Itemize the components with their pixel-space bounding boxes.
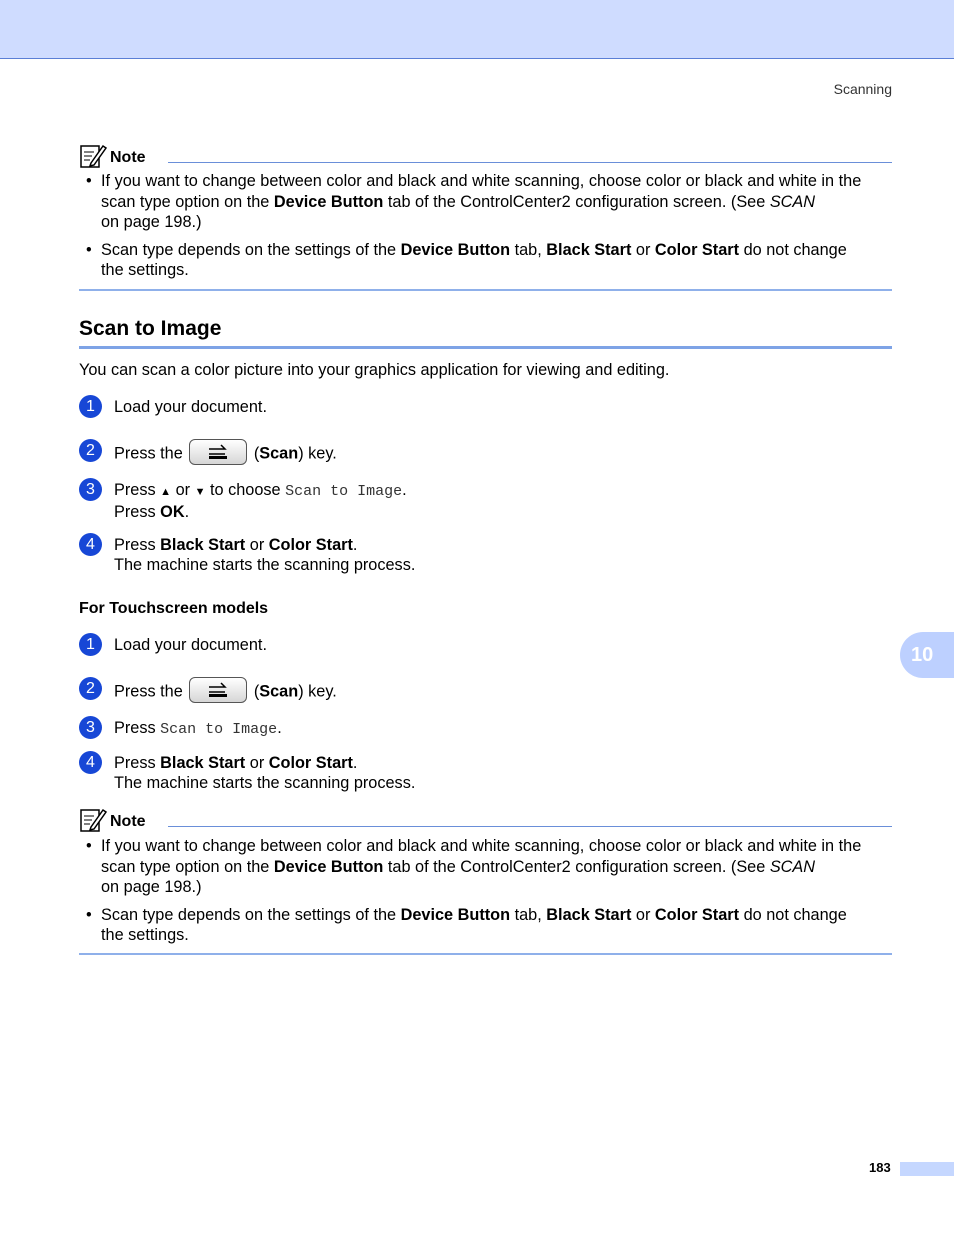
note-text-line: on page 198.) [101,213,202,231]
step-text: Load your document. [114,398,267,416]
note-text-line: scan type option on the Device Button tab of the ControlCenter2 configuration screen. (See SCAN [101,192,816,211]
scan-key-icon [189,439,247,465]
note-body [79,171,892,288]
note-end-rule [79,953,892,955]
step-text: Press the (Scan) key. [114,441,337,467]
step-number: 2 [79,677,102,700]
note-text-line: on page 198.) [101,878,202,896]
note-header [79,143,892,171]
page-number: 183 [869,1160,891,1175]
top-band [0,0,954,59]
note-text-line: If you want to change between color and black and white scanning, choose color or black and white in the [101,837,862,855]
note-end-rule [79,289,892,291]
note-body [79,836,892,953]
step-number: 2 [79,439,102,462]
step-text: Load your document. [114,636,267,654]
note-text-line: If you want to change between color and black and white scanning, choose color or black and white in the [101,172,862,190]
running-header: Scanning [833,81,892,97]
note-text-line: scan type option on the Device Button tab of the ControlCenter2 configuration screen. (See SCAN [101,857,816,876]
note-item: • Scan type depends on the settings of the Device Button tab, Black Start or Color Start do not change the settings. [79,240,892,281]
step-text: Press Black Start or Color Start. The machine starts the scanning process. [114,536,416,574]
page-number-bar [900,1162,954,1176]
step-number: 3 [79,716,102,739]
note-text-line: the settings. [101,926,189,944]
note-divider [168,826,892,827]
step-text: Press Scan to Image. [114,719,282,738]
note-pencil-icon [79,807,107,833]
section-title: Scan to Image [79,317,222,340]
note-divider [168,162,892,163]
down-arrow-icon: ▼ [194,486,206,498]
subheading: For Touchscreen models [79,600,269,617]
step-text: Press ▲ or ▼ to choose Scan to Image. Press OK. [114,481,407,521]
step-text: Press the (Scan) key. [114,679,337,705]
note-item: • If you want to change between color and black and white scanning, choose color or black and white in the scan type option on the Device Button tab of the ControlCenter2 configuration screen. (See SCAN on page 198.) [79,836,892,898]
note-item: • If you want to change between color and black and white scanning, choose color or black and white in the scan type option on the Device Button tab of the ControlCenter2 configuration screen. (See SCAN on page 198.) [79,171,892,233]
step-number: 4 [79,751,102,774]
chapter-tab: 10 [900,632,954,678]
section-rule [79,346,892,349]
intro-paragraph: You can scan a color picture into your graphics application for viewing and editing. [79,361,670,379]
note-text-line: Scan type depends on the settings of the Device Button tab, Black Start or Color Start do not change [101,905,847,924]
note-label: Note [110,813,146,830]
step-number: 4 [79,533,102,556]
step-number: 3 [79,478,102,501]
scan-key-icon [189,677,247,703]
note-text-line: Scan type depends on the settings of the Device Button tab, Black Start or Color Start do not change [101,240,847,259]
note-item: • Scan type depends on the settings of the Device Button tab, Black Start or Color Start do not change the settings. [79,905,892,946]
step-number: 1 [79,395,102,418]
note-pencil-icon [79,143,107,169]
note-header [79,807,892,835]
step-text: Press Black Start or Color Start. The machine starts the scanning process. [114,754,416,792]
note-label: Note [110,149,146,166]
up-arrow-icon: ▲ [160,486,172,498]
note-text-line: the settings. [101,261,189,279]
step-number: 1 [79,633,102,656]
